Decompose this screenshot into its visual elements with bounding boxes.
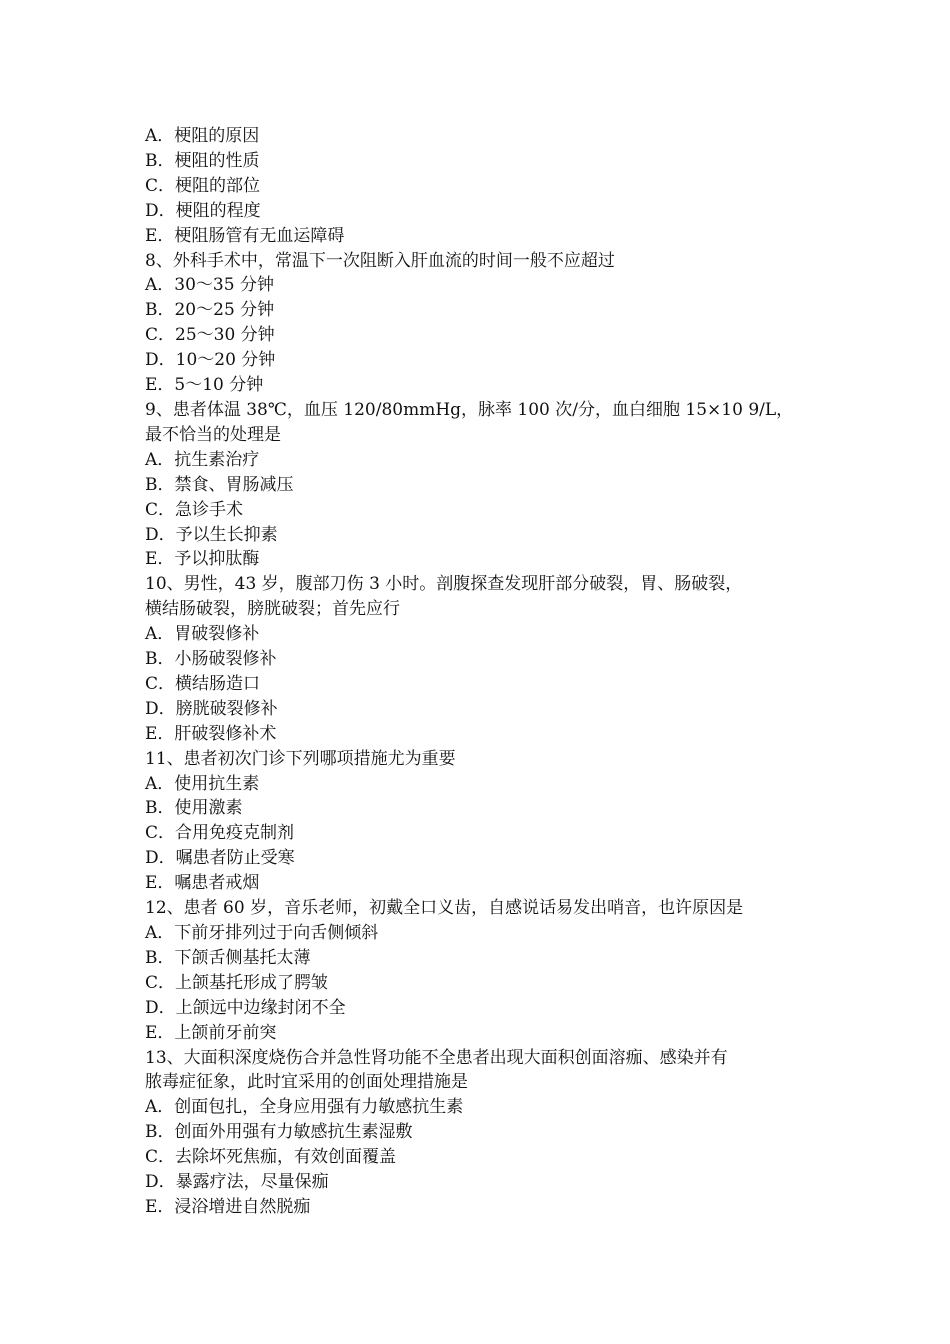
question-13-option-b: B．创面外用强有力敏感抗生素湿敷 bbox=[145, 1122, 413, 1143]
question-12-option-c: C．上颌基托形成了腭皱 bbox=[145, 972, 329, 993]
question-10-option-c: C．横结肠造口 bbox=[145, 673, 261, 694]
question-9-option-c: C．急诊手术 bbox=[145, 499, 244, 520]
question-8-option-e: E．5～10 分钟 bbox=[145, 375, 264, 396]
option-d-degree: D．梗阻的程度 bbox=[145, 200, 261, 221]
question-8-option-d: D．10～20 分钟 bbox=[145, 350, 276, 371]
question-13-option-a: A．创面包扎，全身应用强有力敏感抗生素 bbox=[145, 1097, 464, 1118]
option-c-location: C．梗阻的部位 bbox=[145, 175, 261, 196]
question-11-option-c: C．合用免疫克制剂 bbox=[145, 823, 295, 844]
question-10-option-b: B．小肠破裂修补 bbox=[145, 649, 277, 670]
question-11-option-d: D．嘱患者防止受寒 bbox=[145, 848, 295, 869]
question-8-option-b: B．20～25 分钟 bbox=[145, 300, 275, 321]
question-10-option-e: E．肝破裂修补术 bbox=[145, 723, 277, 744]
question-13-option-d: D．暴露疗法，尽量保痂 bbox=[145, 1172, 329, 1193]
question-9-option-e: E．予以抑肽酶 bbox=[145, 549, 260, 570]
question-9-stem-line-2: 最不恰当的处理是 bbox=[145, 424, 281, 445]
option-a-cause: A．梗阻的原因 bbox=[145, 126, 260, 146]
question-8-option-c: C．25～30 分钟 bbox=[145, 325, 275, 346]
option-e-blood-supply: E．梗阻肠管有无血运障碍 bbox=[145, 225, 345, 246]
question-10-stem-line-2: 横结肠破裂，膀胱破裂；首先应行 bbox=[145, 599, 400, 620]
question-13-stem-line-2: 脓毒症征象，此时宜采用的创面处理措施是 bbox=[145, 1072, 468, 1093]
question-13-stem-line-1: 13、大面积深度烧伤合并急性肾功能不全患者出现大面积创面溶痂、感染并有 bbox=[145, 1047, 728, 1068]
question-10-option-a: A．胃破裂修补 bbox=[145, 624, 260, 645]
question-13-option-c: C．去除坏死焦痂，有效创面覆盖 bbox=[145, 1147, 397, 1168]
question-12-option-e: E．上颌前牙前突 bbox=[145, 1022, 277, 1043]
question-10-stem-line-1: 10、男性，43 岁，腹部刀伤 3 小时。剖腹探查发现肝部分破裂，胃、肠破裂， bbox=[145, 574, 743, 595]
question-9-option-a: A．抗生素治疗 bbox=[145, 449, 260, 470]
question-11-option-b: B．使用激素 bbox=[145, 798, 243, 819]
question-8-stem: 8、外科手术中，常温下一次阻断入肝血流的时间一般不应超过 bbox=[145, 250, 615, 271]
question-12-stem: 12、患者 60 岁，音乐老师，初戴全口义齿，自感说话易发出哨音，也许原因是 bbox=[145, 898, 744, 919]
question-9-option-d: D．予以生长抑素 bbox=[145, 524, 278, 545]
question-11-stem: 11、患者初次门诊下列哪项措施尤为重要 bbox=[145, 748, 456, 769]
question-9-option-b: B．禁食、胃肠减压 bbox=[145, 474, 294, 495]
question-13-option-e: E．浸浴增进自然脱痂 bbox=[145, 1196, 311, 1217]
question-11-option-a: A．使用抗生素 bbox=[145, 773, 260, 794]
question-11-option-e: E．嘱患者戒烟 bbox=[145, 873, 260, 894]
question-text-body bbox=[145, 124, 825, 1220]
option-b-nature: B．梗阻的性质 bbox=[145, 150, 260, 171]
question-12-option-d: D．上颌远中边缘封闭不全 bbox=[145, 997, 346, 1018]
question-9-stem-line-1: 9、患者体温 38℃，血压 120/80mmHg，脉率 100 次/分，血白细胞 15×10 9/L， bbox=[145, 399, 794, 420]
question-12-option-a: A．下前牙排列过于向舌侧倾斜 bbox=[145, 923, 379, 943]
question-10-option-d: D．膀胱破裂修补 bbox=[145, 698, 278, 719]
question-8-option-a: A．30～35 分钟 bbox=[145, 275, 274, 296]
question-12-option-b: B．下颌舌侧基托太薄 bbox=[145, 947, 311, 968]
